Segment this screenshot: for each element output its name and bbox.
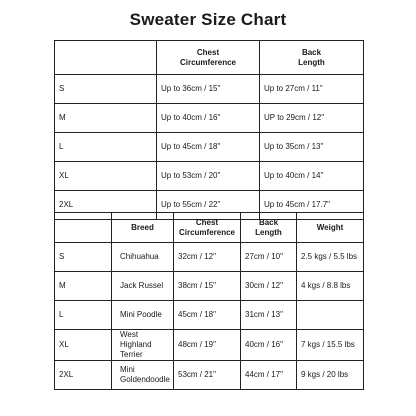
table-row	[55, 75, 364, 104]
breed-cell: Chihuahua	[112, 243, 174, 272]
weight-cell: 9 kgs / 20 lbs	[297, 361, 364, 390]
size-cell: M	[55, 104, 157, 133]
chest-cell: 45cm / 18"	[174, 301, 241, 330]
back-cell: 31cm / 13"	[241, 301, 297, 330]
size-cell: S	[55, 243, 112, 272]
chest-cell: 48cm / 19"	[174, 330, 241, 361]
size-cell: M	[55, 272, 112, 301]
size-table	[54, 40, 364, 220]
table-row	[55, 133, 364, 162]
chest-cell: Up to 55cm / 22"	[157, 191, 260, 220]
back-cell: Up to 45cm / 17.7"	[260, 191, 364, 220]
chest-cell: Up to 45cm / 18"	[157, 133, 260, 162]
back-cell: 30cm / 12"	[241, 272, 297, 301]
size-cell: XL	[55, 330, 112, 361]
header-cell-weight: Weight	[297, 213, 364, 243]
weight-cell	[297, 301, 364, 330]
header-cell	[55, 213, 112, 243]
table-row	[55, 301, 364, 330]
chest-cell: 32cm / 12"	[174, 243, 241, 272]
breed-cell: Mini Poodle	[112, 301, 174, 330]
back-cell: UP to 29cm / 12"	[260, 104, 364, 133]
back-cell: Up to 40cm / 14"	[260, 162, 364, 191]
header-cell	[55, 41, 157, 75]
chest-cell: Up to 36cm / 15"	[157, 75, 260, 104]
table-header-row	[55, 213, 364, 243]
table-row	[55, 243, 364, 272]
breed-cell: West Highland Terrier	[112, 330, 174, 361]
table-row	[55, 162, 364, 191]
table-header-row	[55, 41, 364, 75]
size-cell: L	[55, 133, 157, 162]
header-cell-back: Back Length	[260, 41, 364, 75]
page-title: Sweater Size Chart	[129, 10, 287, 29]
size-cell: 2XL	[55, 191, 157, 220]
weight-cell: 7 kgs / 15.5 lbs	[297, 330, 364, 361]
header-cell-back: Back Length	[241, 213, 297, 243]
size-cell: XL	[55, 162, 157, 191]
table-row	[55, 104, 364, 133]
size-cell: S	[55, 75, 157, 104]
size-cell: L	[55, 301, 112, 330]
size-cell: 2XL	[55, 361, 112, 390]
header-cell-chest: Chest Circumference	[157, 41, 260, 75]
table-row	[55, 272, 364, 301]
back-cell: 27cm / 10"	[241, 243, 297, 272]
weight-cell: 4 kgs / 8.8 lbs	[297, 272, 364, 301]
chest-cell: Up to 40cm / 16"	[157, 104, 260, 133]
back-cell: 40cm / 16"	[241, 330, 297, 361]
back-cell: Up to 27cm / 11"	[260, 75, 364, 104]
header-cell-chest: Chest Circumference	[174, 213, 241, 243]
chest-cell: Up to 53cm / 20"	[157, 162, 260, 191]
breed-cell: Jack Russel	[112, 272, 174, 301]
header-cell-breed: Breed	[112, 213, 174, 243]
breed-cell: Mini Goldendoodle	[112, 361, 174, 390]
back-cell: 44cm / 17"	[241, 361, 297, 390]
table-row	[55, 330, 364, 361]
chest-cell: 38cm / 15"	[174, 272, 241, 301]
weight-cell: 2.5 kgs / 5.5 lbs	[297, 243, 364, 272]
chest-cell: 53cm / 21"	[174, 361, 241, 390]
table-row	[55, 361, 364, 390]
back-cell: Up to 35cm / 13"	[260, 133, 364, 162]
breed-size-table	[54, 212, 364, 390]
